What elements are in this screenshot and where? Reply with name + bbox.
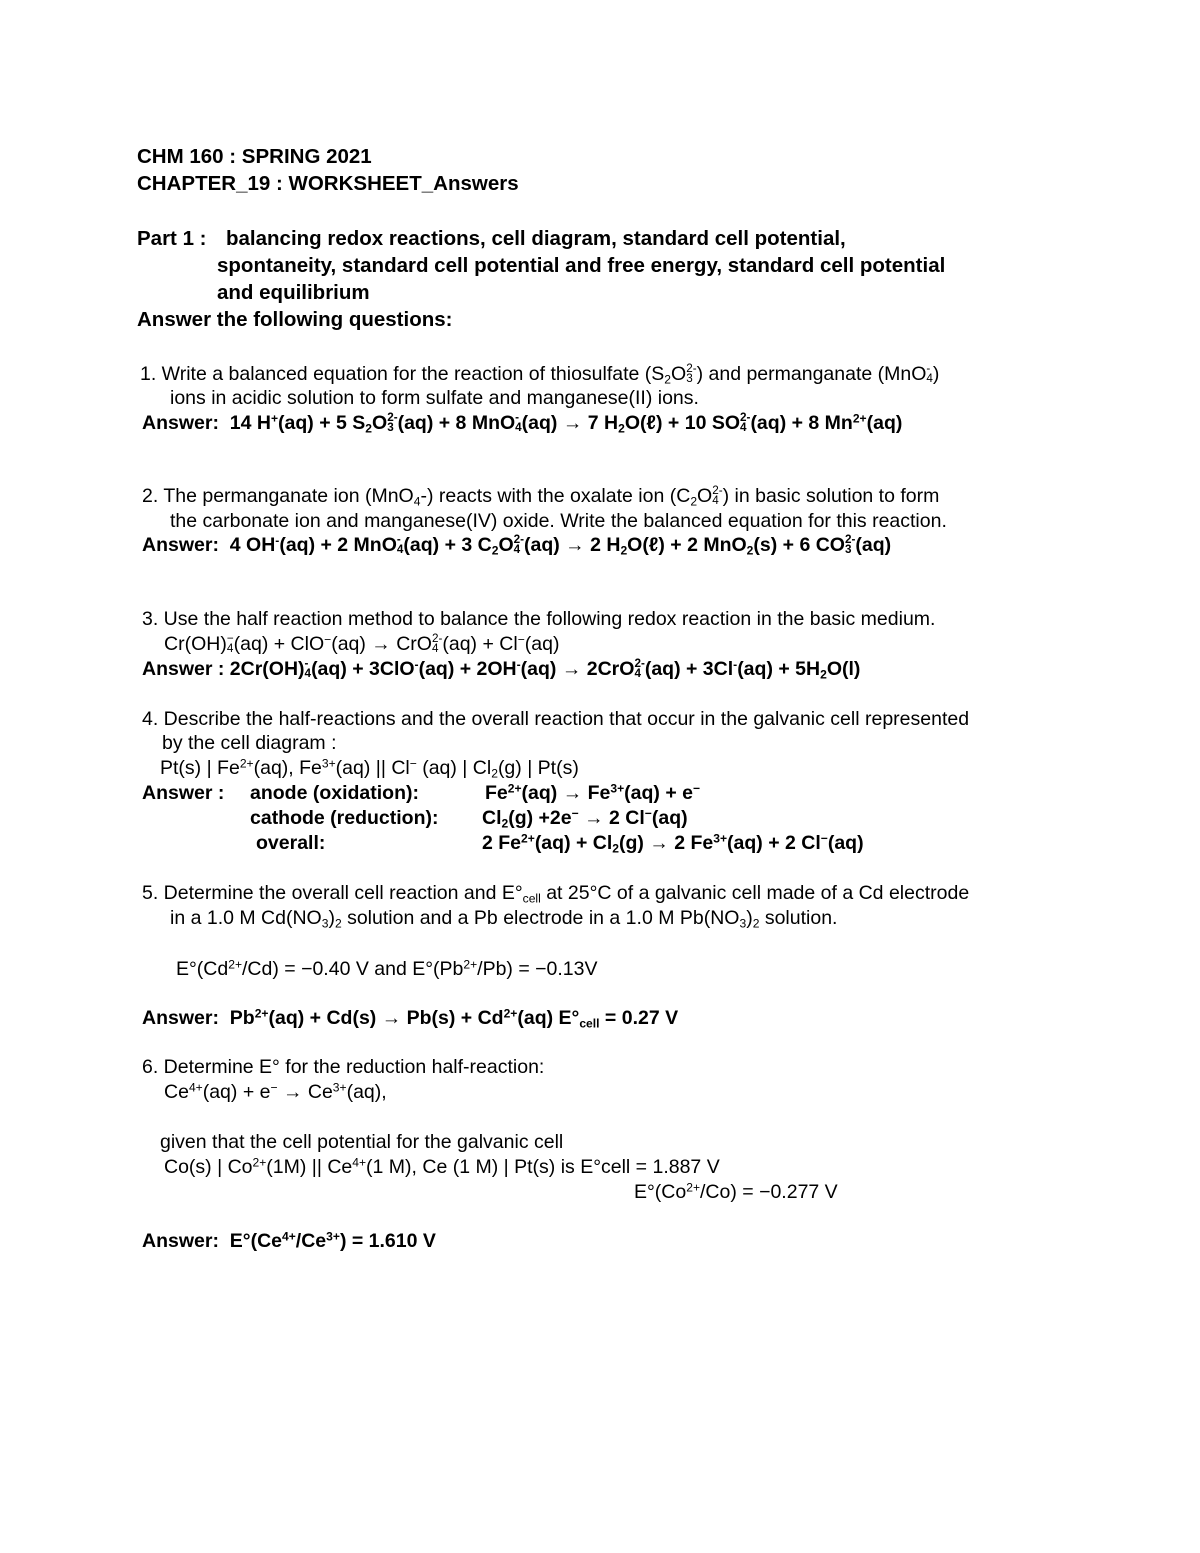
q2-answer: Answer: 4 OH-(aq) + 2 MnO - 4 (aq) + 3 $C_2O$ 2- 4 (aq) → 2 $H_2O(\ell) + 2$ MnO$_2$(s) + 6 CO 2- 3 (aq) [142, 532, 892, 558]
q2-line1: 2. The permanganate ion (MnO$_4$-) reacts with the oxalate ion ($C_2O$ 2- 4 ) in basic solution to form [142, 483, 940, 509]
q5-line1: 5. Determine the overall cell reaction and $E^\circ_{cell}$ at 25°C of a galvanic cell made of a Cd electrode [142, 882, 970, 906]
q4-answer-label: Answer : [142, 782, 225, 804]
chapter-title: CHAPTER_19 : WORKSHEET_Answers [137, 172, 519, 195]
q6-equation: $Ce^{4+}(aq) + e^- \to Ce^{3+}(aq)$, [164, 1080, 387, 1103]
q6-line1: 6. Determine E° for the reduction half-reaction: [142, 1056, 545, 1078]
q4-overall-label: overall: [256, 832, 326, 854]
part1-label: Part 1 : [137, 227, 207, 250]
q1-answer: Answer: 14 H+(aq) + 5 $S_2O$ 2- 3 (aq) + 8 MnO - 4 (aq) → 7 $H_2O(\ell) + 10$ SO 2- 4 (aq) + 8 $Mn^{2+}(aq)$ [142, 410, 903, 436]
q4-anode-reaction: $Fe^{2+}(aq) \to Fe^{3+}(aq) + e^-$ [485, 781, 701, 804]
part1-topics-line3: and equilibrium [217, 281, 370, 304]
q4-anode-label: anode (oxidation): [250, 782, 419, 804]
q6-cobalt-potential: $E^\circ(Co^{2+}/Co) = -0.277$ V [634, 1180, 838, 1203]
q3-line1: 3. Use the half reaction method to balance the following redox reaction in the basic medium. [142, 608, 936, 630]
course-title: CHM 160 : SPRING 2021 [137, 145, 372, 168]
part1-topics-line1: balancing redox reactions, cell diagram, standard cell potential, [226, 227, 846, 250]
q3-equation: Cr(OH) − 4 (aq) + ClO−(aq) → CrO 2- 4 (aq) + Cl−(aq) [164, 631, 560, 656]
q6-answer: Answer: $E^\circ(Ce^{4+}/Ce^{3+}) = 1.610$ V [142, 1229, 436, 1252]
q5-line2: in a 1.0 M $Cd(NO_3)_2$ solution and a Pb electrode in a 1.0 M $Pb(NO_3)_2$ solution. [170, 907, 838, 931]
q6-cell: Co(s) | $Co^{2+}(1M)$ || $Ce^{4+}(1$ M), Ce (1 M) | Pt(s) is E°cell = 1.887 V [164, 1155, 720, 1178]
q4-cathode-label: cathode (reduction): [250, 807, 439, 829]
q4-line1: 4. Describe the half-reactions and the overall reaction that occur in the galvanic cell represented [142, 708, 970, 730]
q3-answer: Answer : 2Cr(OH) - 4 (aq) + 3ClO-(aq) + 2OH-(aq) → 2CrO 2- 4 $(aq) + 3Cl^-(aq) + 5H_2O(l)$ [142, 656, 861, 682]
part1-topics-line2: spontaneity, standard cell potential and free energy, standard cell potential [217, 254, 946, 277]
q1-line2: ions in acidic solution to form sulfate and manganese(II) ions. [170, 387, 699, 409]
q1-line1: 1. Write a balanced equation for the reaction of thiosulfate ($S_2O$ 2- 3 ) and permanganate (MnO - 4 ) [140, 361, 940, 387]
q4-cell-diagram: Pt(s) | $Fe^{2+}(aq)$, $Fe^{3+}(aq)$ || Cl− (aq) | $Cl_2(g)$ | Pt(s) [160, 756, 579, 781]
q5-answer: Answer: $Pb^{2+}(aq) + Cd(s) \to Pb(s) + Cd^{2+}(aq) E^\circ_{cell} = 0.27$ V [142, 1006, 679, 1031]
q4-overall-reaction: 2 $Fe^{2+}(aq) + Cl_2(g) \to 2$ $Fe^{3+}(aq) + 2$ Cl−(aq) [482, 831, 864, 856]
q4-line2: by the cell diagram : [162, 732, 337, 754]
q4-cathode-reaction: $Cl_2(g) +2e^- \to 2$ Cl−(aq) [482, 806, 688, 831]
q2-line2: the carbonate ion and manganese(IV) oxide. Write the balanced equation for this reaction. [170, 510, 947, 532]
instruction: Answer the following questions: [137, 308, 453, 331]
q6-given: given that the cell potential for the galvanic cell [160, 1131, 564, 1153]
q5-given-potentials: $E^\circ(Cd^{2+}/Cd) = -0.40$ V and $E^\circ(Pb^{2+}/Pb) = -0.13V$ [176, 957, 598, 980]
